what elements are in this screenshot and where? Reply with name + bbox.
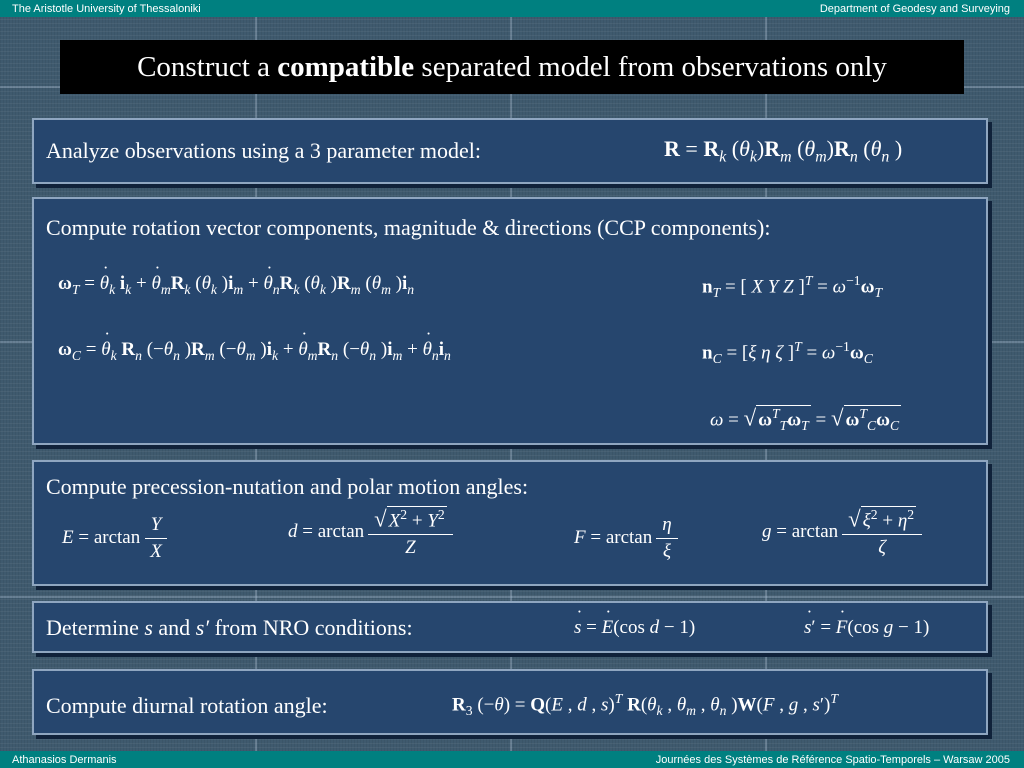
e-arctan-equation: E = arctan $\frac{Y}{X}$ [62, 514, 172, 563]
conference-name: Journées des Systèmes de Référence Spatio-Temporels – Warsaw 2005 [655, 753, 1010, 766]
diurnal-text: Compute diurnal rotation angle: [46, 693, 328, 718]
g-arctan-equation: g = arctan $\frac{√ \xi^2 + \eta^2}{\zeta}$ [762, 506, 926, 559]
nro-text-s: s [144, 615, 153, 640]
diurnal-equation: $R_3$ (−θ) = Q(E , d , s)$^T$ $R(\theta_k$ , $\theta_m$ , $\theta_n$ )W(F , g , s′)$^T$ [452, 691, 838, 719]
n-t-equation: $n_T$ = [ X Y Z ]$^T = \omega^{-1}\omega_T$ [702, 273, 883, 301]
omega-t-equation: $\omega_T = \theta$ $˙_k$ $i_k + \theta$ $˙_mR_k$ ($\theta_k$ )$i_m + \theta$ $˙_nR_k$ ($\theta_k$ )$R_m$ ($\theta_m$ )$i_n$ [58, 273, 414, 298]
nro-text-and: and [152, 615, 196, 640]
title-emphasis: compatible [277, 50, 415, 83]
university-name: The Aristotle University of Thessaloniki [12, 2, 201, 15]
nro-text-pre: Determine [46, 615, 145, 640]
header-bar [0, 0, 1024, 17]
footer-bar [0, 751, 1024, 768]
omega-c-equation: $\omega_C = \theta$ $˙_k$ $R_n$ ($-\theta_n$ )$R_m$ ($-\theta_m$ )$i_k + \theta$ $˙_mR_n$ ($-\theta_n$ )$i_m + \theta$ $˙_ni_n$ [58, 339, 451, 364]
author-name: Athanasios Dermanis [12, 753, 117, 766]
s-dot-equation: s ˙ = E ˙(cos d − 1) [574, 617, 695, 639]
s-prime-dot-equation: s ˙′ = F ˙(cos g − 1) [804, 617, 929, 639]
title-suffix: separated model from observations only [414, 50, 887, 83]
nro-text-post: from NRO conditions: [209, 615, 413, 640]
nro-text [46, 615, 413, 641]
f-arctan-equation: F = arctan $\frac{\eta}{\xi}$ [574, 514, 682, 563]
precession-text: Compute precession-nutation and polar motion angles: [46, 474, 529, 499]
nro-text-sprime: s′ [195, 615, 210, 640]
analyze-box [32, 118, 988, 184]
nro-box [32, 601, 988, 653]
analyze-text: Analyze observations using a 3 parameter model: [46, 138, 481, 163]
diurnal-box [32, 669, 988, 735]
precession-box [32, 460, 988, 586]
d-arctan-equation: d = arctan $\frac{√ X^2 + Y^2}{Z}$ [288, 506, 457, 559]
rotation-box [32, 197, 988, 445]
title-prefix: Construct a [137, 50, 278, 83]
slide-title [60, 40, 964, 94]
department-name: Department of Geodesy and Surveying [819, 2, 1010, 15]
omega-magnitude-equation: ω = √ $\omega^T_T\omega_T$ = √ $\omega^T_C\omega_C$ [710, 405, 900, 434]
n-c-equation: $n_C = [\xi$ η ζ ]$^T = \omega^{-1}\omega_C$ [702, 339, 873, 367]
rotation-text: Compute rotation vector components, magnitude & directions (CCP components): [46, 215, 771, 240]
rotation-model-equation: $R = R_k$ $(\theta_k)R_m$ $(\theta_m)R_n$ ($\theta_n$ ) [664, 136, 903, 166]
